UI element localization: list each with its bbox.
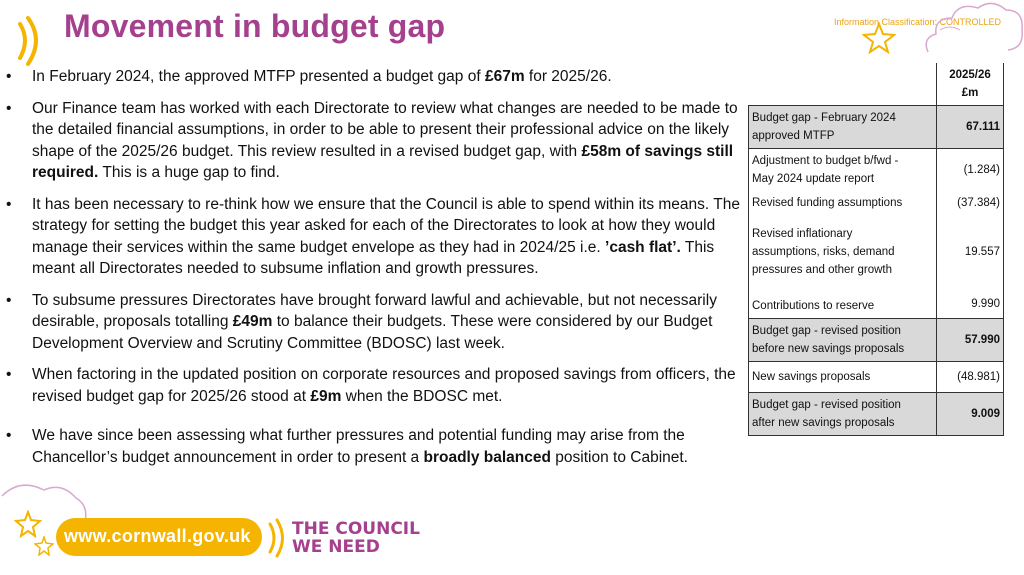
bullet-emphasis: £49m (232, 313, 273, 330)
bullet-emphasis: broadly balanced (423, 448, 551, 466)
bullet-dot-icon: • (6, 366, 12, 383)
table-row-label (749, 215, 937, 289)
bullet-text: It has been necessary to re-think how we ensure that the Council is able to spend within its means. The strategy for setting the budget this year asked for each of the Directorates to look at how they would manage their services within the same budget envelope as they had in 2024/25 i.e. (32, 195, 740, 256)
bullet-emphasis: £58m of savings still required. (32, 142, 734, 181)
table-row-label-line: New savings proposals (752, 371, 871, 383)
table-row-label (749, 319, 937, 362)
table-row-value: 9.990 (937, 289, 1004, 319)
star-icon (34, 536, 54, 556)
bullet-list (6, 66, 746, 478)
footer-url-link[interactable]: www.cornwall.gov.uk (64, 526, 251, 546)
bullet-text: We have since been assessing what further pressures and potential funding may arise from the Chancellor’s budget announcement in order to present a (32, 427, 685, 466)
bullet-dot-icon: • (6, 427, 12, 444)
table-row-value: (37.384) (937, 191, 1004, 215)
table-row-label-line: Contributions to reserve (752, 300, 875, 312)
bullet-emphasis: £67m (484, 68, 525, 85)
table-header-year: 2025/26 (949, 69, 991, 81)
bullet-text: position to Cabinet. (550, 448, 688, 466)
table-row-label-line: Revised inflationary (752, 228, 853, 240)
logo-arcs-icon (14, 14, 50, 70)
table-header-unit: £m (961, 87, 979, 99)
bullet-text: for 2025/26. (524, 68, 612, 85)
bullet-text: When factoring in the updated position on corporate resources and proposed savings from officers, the revised budget gap for 2025/26 stood at (32, 366, 736, 405)
table-row-label-line: before new savings proposals (752, 343, 905, 355)
table-row-value: 9.009 (937, 393, 1004, 436)
table-row-label (749, 289, 937, 319)
table-row-label-line: assumptions, risks, demand (752, 246, 895, 258)
table-row-label (749, 149, 937, 192)
bullet-text: In February 2024, the approved MTFP presented a budget gap of (32, 68, 485, 85)
table-row-value: (1.284) (937, 149, 1004, 192)
table-row (749, 289, 1004, 319)
bullet-item (6, 425, 746, 468)
budget-table (748, 63, 1004, 436)
table-row-label (749, 362, 937, 393)
star-icon (14, 510, 42, 538)
table-row-label-line: May 2024 update report (752, 173, 875, 185)
brand-logo-text (292, 520, 420, 556)
table-row (749, 319, 1004, 362)
table-row (749, 106, 1004, 149)
brand-line-2: WE NEED (292, 537, 380, 557)
bullet-item (6, 98, 746, 184)
brand-line-1: THE COUNCIL (292, 519, 420, 539)
bullet-emphasis: £9m (310, 387, 342, 405)
logo-arcs-icon (266, 518, 288, 558)
bullet-text: when the BDOSC met. (341, 387, 503, 405)
classification-label: Information Classification: CONTROLLED (834, 17, 1002, 27)
table-row (749, 191, 1004, 215)
bullet-dot-icon: • (6, 195, 12, 213)
star-icon (862, 22, 896, 54)
bullet-emphasis: ’cash flat’. (605, 238, 681, 256)
table-row-value: 19.557 (937, 215, 1004, 289)
table-row-label-line: Adjustment to budget b/fwd - (752, 155, 899, 167)
table-row-label-line: after new savings proposals (752, 417, 895, 429)
bullet-dot-icon: • (6, 99, 12, 117)
table-row (749, 393, 1004, 436)
table-row-label-line: approved MTFP (752, 130, 835, 142)
bullet-item (6, 364, 746, 407)
bullet-item (6, 66, 746, 88)
bullet-dot-icon: • (6, 291, 12, 309)
bullet-item (6, 290, 746, 355)
bullet-text: Our Finance team has worked with each Directorate to review what changes are needed to be made to the detailed financial assumptions, in order to be able to present their professional advice on the likely shape of the 2025/26 budget. This review resulted in a revised budget gap, with (32, 99, 738, 160)
bullet-text: This meant all Directorates needed to subsume inflation and growth pressures. (32, 238, 715, 277)
cloud-doodle-icon (920, 0, 1024, 66)
table-row (749, 149, 1004, 192)
table-row-value: (48.981) (937, 362, 1004, 393)
table-row-label (749, 191, 937, 215)
bullet-text: to balance their budgets. These were considered by our Budget Development Overview and Scrutiny Committee (BDOSC) last week. (32, 313, 713, 352)
page-title: Movement in budget gap (64, 8, 446, 44)
table-row-label-line: Revised funding assumptions (752, 197, 903, 209)
bullet-text: To subsume pressures Directorates have brought forward lawful and achievable, but not necessarily desirable, proposals totalling (32, 291, 717, 330)
table-row-label-line: Budget gap - revised position (752, 399, 901, 411)
table-row (749, 362, 1004, 393)
table-row-label-line: Budget gap - revised position (752, 325, 901, 337)
bullet-item (6, 194, 746, 280)
table-row-label (749, 393, 937, 436)
table-row (749, 215, 1004, 289)
table-row-label-line: pressures and other growth (752, 264, 892, 276)
bullet-text: This is a huge gap to find. (98, 164, 280, 181)
table-row-label-line: Budget gap - February 2024 (752, 112, 896, 124)
table-row-value: 67.111 (937, 106, 1004, 149)
table-header (937, 63, 1004, 106)
bullet-dot-icon: • (6, 68, 12, 85)
table-row-value: 57.990 (937, 319, 1004, 362)
table-row-label (749, 106, 937, 149)
